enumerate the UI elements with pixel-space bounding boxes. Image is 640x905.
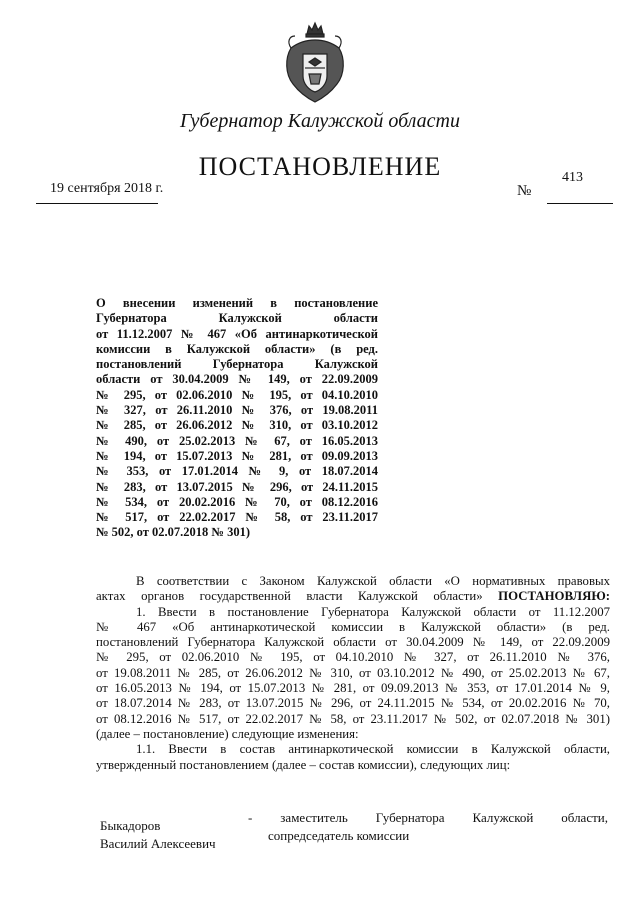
item1-line: от 19.08.2011 № 285, от 26.06.2012 № 310, от 03.10.2012 № 490, от 25.02.2013 № 67, <box>96 665 610 680</box>
subject-line: № 295, от 02.06.2010 № 195, от 04.10.2010 <box>96 387 378 402</box>
subject-line: № 502, от 02.07.2018 № 301) <box>96 525 251 540</box>
item1-line: (далее – постановление) следующие изменения: <box>96 726 359 741</box>
item1-line: от 08.12.2016 № 517, от 22.02.2017 № 58, от 23.11.2017 № 502, от 02.07.2018 № 301) <box>96 711 610 726</box>
subject-line: комиссии в Калужской области» (в ред. <box>96 341 378 356</box>
subject-line: № 327, от 26.11.2010 № 376, от 19.08.2011 <box>96 403 378 418</box>
issuing-authority: Губернатор Калужской области <box>180 110 460 132</box>
subject-line: Губернатора Калужской области <box>96 311 378 326</box>
preamble-text: актах органов государственной власти Калужской области» <box>96 589 483 604</box>
subject-line: № 353, от 17.01.2014 № 9, от 18.07.2014 <box>96 464 378 479</box>
subject-line: постановлений Губернатора Калужской <box>96 357 378 372</box>
subject-line: О внесении изменений в постановление <box>96 296 378 310</box>
decree-subject <box>96 296 378 541</box>
item1-line: № 295, от 02.06.2010 № 195, от 04.10.2010 № 327, от 26.11.2010 № 376, <box>96 650 610 665</box>
item1-line: 1. Ввести в постановление Губернатора Калужской области от 11.12.2007 <box>136 604 610 619</box>
document-type-title: ПОСТАНОВЛЕНИЕ <box>198 152 442 181</box>
member-role <box>248 809 608 845</box>
subject-line: № 283, от 13.07.2015 № 296, от 24.11.2015 <box>96 479 378 494</box>
subject-line: № 490, от 25.02.2013 № 67, от 16.05.2013 <box>96 433 378 448</box>
document-date: 19 сентября 2018 г. <box>50 181 164 196</box>
coat-of-arms-emblem <box>283 18 347 106</box>
member-role-line: - заместитель Губернатора Калужской области, <box>248 810 608 825</box>
decree-word: ПОСТАНОВЛЯЮ: <box>498 589 610 604</box>
decree-body <box>96 574 610 773</box>
item1-line: № 467 «Об антинаркотической комиссии в Калужской области» (в ред. <box>96 619 610 634</box>
member-given-names: Василий Алексеевич <box>100 836 216 851</box>
item1-line: от 18.07.2014 № 283, от 13.07.2015 № 296, от 24.11.2015 № 534, от 20.02.2016 № 70, <box>96 696 610 711</box>
member-role-line: сопредседатель комиссии <box>268 828 410 843</box>
subject-line: № 534, от 20.02.2016 № 70, от 08.12.2016 <box>96 494 378 509</box>
subject-line: № 517, от 22.02.2017 № 58, от 23.11.2017 <box>96 510 378 525</box>
item11-line: 1.1. Ввести в состав антинаркотической комиссии в Калужской области, <box>136 742 610 757</box>
document-number: 413 <box>562 170 583 185</box>
subject-line: от 11.12.2007 № 467 «Об антинаркотической <box>96 326 378 341</box>
preamble-line: В соответствии с Законом Калужской области «О нормативных правовых <box>136 574 610 588</box>
subject-line: № 194, от 15.07.2013 № 281, от 09.09.2013 <box>96 448 378 463</box>
item1-line: от 16.05.2013 № 194, от 15.07.2013 № 281, от 09.09.2013 № 353, от 17.01.2014 № 9, <box>96 681 610 696</box>
item1-line: постановлений Губернатора Калужской области от 30.04.2009 № 149, от 22.09.2009 <box>96 635 610 650</box>
subject-line: № 285, от 26.06.2012 № 310, от 03.10.2012 <box>96 418 378 433</box>
member-surname: Быкадоров <box>100 818 161 833</box>
subject-line: области от 30.04.2009 № 149, от 22.09.2009 <box>96 372 378 387</box>
number-underline <box>547 203 613 204</box>
item11-line: утвержденный постановлением (далее – состав комиссии), следующих лиц: <box>96 757 511 772</box>
member-name <box>100 817 216 853</box>
number-label: № <box>517 183 532 199</box>
preamble-line-decree <box>96 589 610 604</box>
date-underline <box>36 203 158 204</box>
